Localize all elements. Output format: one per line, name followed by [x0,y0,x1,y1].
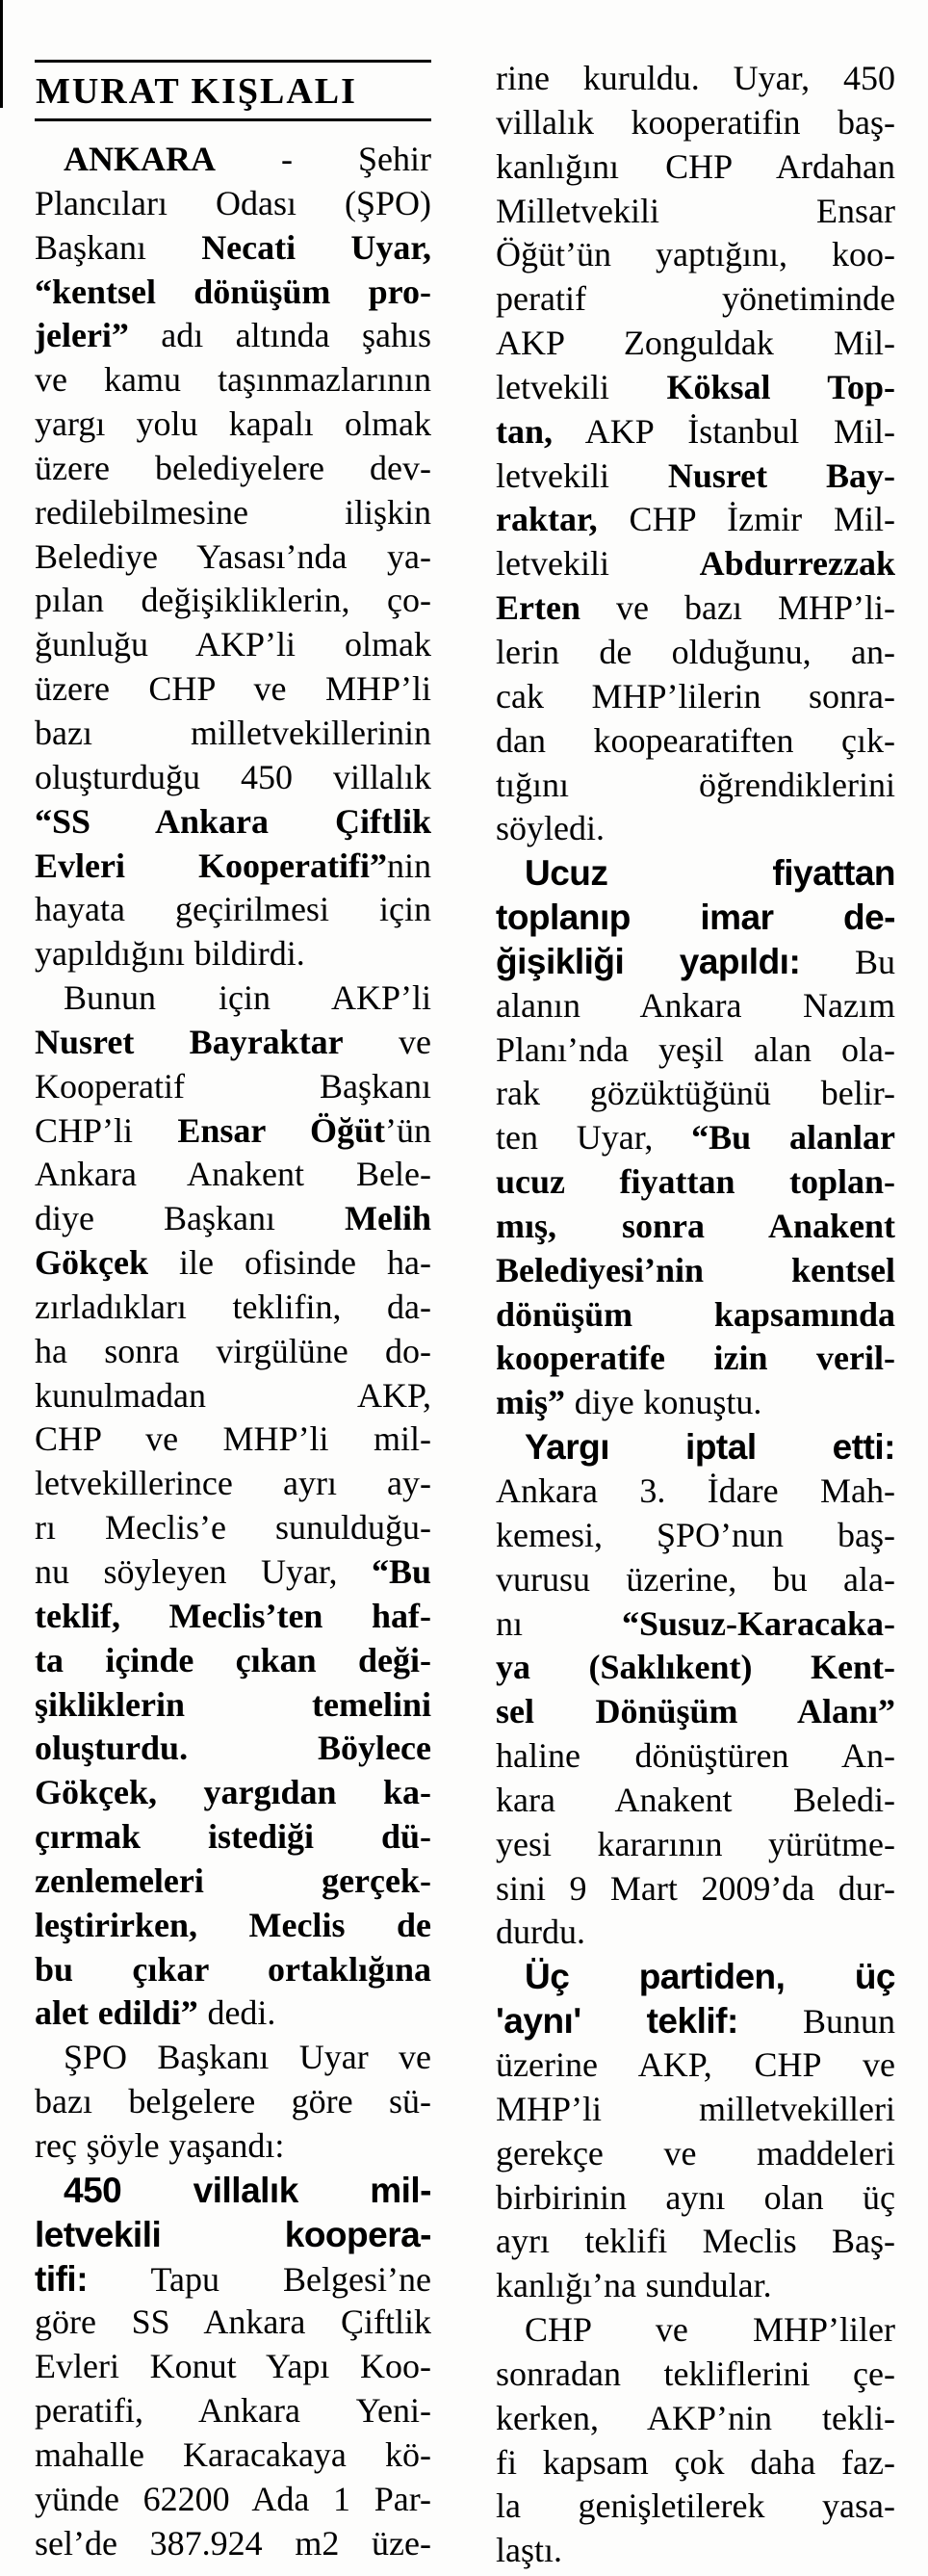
text-run: Plancıları Odası (ŞPO) [35,183,431,222]
text-run: ğunluğu AKP’li olmak [35,625,431,664]
text-line [496,1734,895,1779]
text-line [35,2080,431,2124]
text-run: jeleri” [35,316,129,355]
text-line [35,1330,431,1374]
text-line [35,667,431,712]
text-run: haline dönüştüren An- [496,1736,895,1776]
text-line [35,1021,431,1065]
subhead-line [496,940,895,984]
text-run: 'aynı' teklif: [496,2001,738,2042]
text-line [496,2353,895,2397]
text-run: AKP Zonguldak Mil- [496,324,895,363]
text-line [35,976,431,1021]
text-run: rak gözüktüğünü belir- [496,1074,895,1113]
text-run: peratifi, Ankara Yeni- [35,2391,431,2431]
text-line [35,447,431,491]
text-run: söyledi. [496,809,605,848]
text-run: Gökçek [35,1243,149,1283]
text-line [496,1514,895,1558]
text-run: miş” [496,1383,565,1422]
text-run: “SS Ankara Çiftlik [35,801,431,841]
text-line [35,932,431,976]
column-right [464,0,928,2576]
text-run: 450 villalık mil- [64,2170,431,2210]
text-run: CHP ve MHP’liler [525,2310,895,2350]
text-line [496,586,895,631]
text-run: göre SS Ankara Çiftlik [35,2303,431,2342]
text-line [35,271,431,315]
text-run: Üç partiden, üç [525,1957,895,1997]
text-run: ile ofisinde ha- [148,1243,431,1283]
text-run: kara Anakent Beledi- [496,1780,895,1819]
text-line [35,1065,431,1109]
text-line [35,756,431,800]
text-run: CHP’li [35,1110,178,1150]
text-run: leştirirken, Meclis de [35,1905,431,1944]
text-line [35,182,431,226]
text-run: redilebilmesine ilişkin [35,492,431,532]
text-line [496,2264,895,2308]
text-run: Tapu Belgesi’ne [88,2259,431,2299]
text-line [496,1337,895,1381]
text-line [35,2478,431,2522]
text-line [496,2220,895,2264]
text-run: teklif, Meclis’ten haf- [35,1596,431,1635]
text-run: Öğüt’ün yaptığını, koo- [496,235,895,274]
text-run: Erten [496,588,580,628]
text-run: üzere CHP ve MHP’li [35,669,431,709]
text-run: ğişikliği yapıldı: [496,941,801,981]
text-line [35,845,431,889]
text-run: sini 9 Mart 2009’da dur- [496,1868,895,1908]
text-run: nu söyleyen Uyar, [35,1552,372,1591]
subhead-line [496,896,895,940]
text-run: Melih [345,1199,431,1238]
text-line [496,764,895,808]
text-line [496,1249,895,1293]
text-line [496,719,895,764]
text-line [35,2036,431,2080]
text-run: raktar, [496,500,598,539]
text-line [496,2308,895,2353]
text-run: Ensar Öğüt [177,1110,386,1150]
text-line [35,1904,431,1948]
text-line [35,1948,431,1992]
text-run: pılan değişikliklerin, ço- [35,581,431,620]
text-line [35,2433,431,2478]
text-line [35,491,431,535]
text-line [35,1153,431,1197]
text-line [35,403,431,447]
text-line [35,1683,431,1728]
text-run: letvekillerince ayrı ay- [35,1464,431,1503]
text-run: ya (Saklıkent) Kent- [496,1648,895,1687]
text-run: zenlemeleri gerçek- [35,1860,431,1900]
text-run: ha sonra virgülüne do- [35,1331,431,1370]
text-line [35,1197,431,1241]
text-run: gerekçe ve maddeleri [496,2133,895,2173]
subhead-line [496,1955,895,1999]
text-run: yünde 62200 Ada 1 Par- [35,2479,431,2518]
text-run: dönüşüm kapsamında [496,1294,895,1334]
column-left-text [35,138,431,2565]
text-run: cak MHP’lilerin sonra- [496,676,895,716]
text-run: MHP’li milletvekilleri [496,2089,895,2128]
text-run: - Şehir [216,140,431,178]
text-line [496,233,895,277]
text-line [35,2522,431,2566]
text-line [496,984,895,1028]
text-run: yesi kararının yürütme- [496,1824,895,1863]
text-line [496,2441,895,2485]
text-line [496,57,895,101]
text-line [496,1116,895,1160]
text-run: letvekili [496,544,700,584]
text-line [35,1109,431,1154]
text-run: “Susuz-Karacaka- [621,1603,895,1643]
text-run: Başkanı [35,227,202,267]
text-run: rine kuruldu. Uyar, 450 [496,59,895,97]
text-line [496,542,895,586]
text-line [35,712,431,756]
text-run: alanın Ankara Nazım [496,985,895,1025]
text-run: kemesi, ŞPO’nun baş- [496,1515,895,1554]
text-line [496,2397,895,2441]
text-run: Evleri Konut Yapı Koo- [35,2347,431,2386]
text-run: ten Uyar, [496,1118,692,1158]
text-line [496,366,895,410]
text-line [35,1771,431,1815]
text-run: ayrı teklifi Meclis Baş- [496,2222,895,2261]
byline-rule-bottom [35,118,431,121]
text-line [496,1690,895,1734]
text-line [496,1867,895,1912]
text-run: adı altında şahıs [128,316,431,355]
text-line [35,1815,431,1860]
text-run: mahalle Karacakaya kö- [35,2434,431,2474]
text-run: yapıldığını bildirdi. [35,934,305,974]
text-line [496,1072,895,1116]
text-run: sonradan tekliflerini çe- [496,2354,895,2393]
subhead-line [35,2257,431,2302]
text-line [35,1727,431,1771]
text-run: fi kapsam çok daha faz- [496,2442,895,2482]
text-run: alet edildi” [35,1993,198,2033]
column-right-text [496,0,895,2573]
text-run: “Bu alanlar [691,1118,895,1158]
text-line [496,277,895,322]
text-line [496,410,895,455]
text-line [35,800,431,845]
text-run: Ucuz fiyattan [525,853,895,894]
text-run: Nusret Bayraktar [35,1022,344,1061]
text-run: laştı. [496,2531,562,2570]
text-run: kooperatife izin veril- [496,1339,895,1378]
text-line [35,1418,431,1462]
text-line [496,101,895,145]
text-run: diye Başkanı [35,1199,346,1238]
text-line [35,2124,431,2169]
text-line [35,1550,431,1595]
text-line [496,1205,895,1249]
text-run: Kooperatif Başkanı [35,1066,431,1106]
text-run: Belediye Yasası’nda ya- [35,536,431,576]
text-run: rı Meclis’e sunulduğu- [35,1508,431,1548]
text-line [496,455,895,499]
text-run: kanlığı’na sundular. [496,2266,772,2305]
text-run: AKP İstanbul Mil- [553,411,895,451]
text-run: ucuz fiyattan toplan- [496,1162,895,1202]
text-run: lerin de olduğunu, an- [496,632,895,671]
text-line [496,1602,895,1647]
text-run: villalık kooperatifin baş- [496,102,895,142]
text-line [496,190,895,234]
subhead-line [496,851,895,896]
text-run: Nusret Bay- [667,455,895,495]
text-line [496,1160,895,1205]
text-line [35,226,431,271]
text-run: tığını öğrendiklerini [496,765,895,804]
text-line [496,1646,895,1690]
text-line [35,1860,431,1904]
text-line [35,2301,431,2345]
byline-block [35,0,431,121]
text-run: ŞPO Başkanı Uyar ve [64,2038,431,2077]
text-run: üzerine AKP, CHP ve [496,2044,895,2084]
text-line [496,2043,895,2088]
text-run: reç şöyle yaşandı: [35,2125,285,2165]
text-run: letvekili koopera- [35,2214,431,2254]
text-run: bazı belgelere göre sü- [35,2082,431,2121]
text-line [35,1462,431,1506]
text-line [496,1823,895,1867]
text-line [35,1374,431,1418]
text-line [35,1991,431,2036]
text-run: sel Dönüşüm Alanı” [496,1692,895,1731]
text-line [496,807,895,851]
text-run: çırmak istediği dü- [35,1817,431,1857]
text-line [35,138,431,182]
text-line [496,2132,895,2176]
text-run: dedi. [197,1993,276,2033]
text-line [35,888,431,932]
text-run: zırladıkları teklifin, da- [35,1287,431,1326]
text-run: bu çıkar ortaklığına [35,1949,431,1989]
subhead-line [35,2169,431,2213]
text-run: kanlığını CHP Ardahan [496,146,895,186]
text-line [496,675,895,719]
text-run: ANKARA [64,140,216,178]
text-run: ve bazı MHP’li- [580,588,895,628]
text-line [496,2088,895,2132]
text-line [35,1595,431,1639]
text-line [496,2485,895,2529]
text-line [496,2176,895,2221]
text-run: Ankara 3. İdare Mah- [496,1471,895,1510]
text-line [496,1779,895,1823]
byline: MURAT KIŞLALI [36,71,357,112]
text-run: Ankara Anakent Bele- [35,1155,431,1194]
text-run: mış, sonra Anakent [496,1206,895,1245]
text-run: birbirinin aynı olan üç [496,2177,895,2217]
text-run: tan, [496,411,554,451]
text-run: Evleri Kooperatifi” [35,846,387,885]
text-line [496,1293,895,1338]
text-run: üzere belediyelere dev- [35,448,431,487]
text-run: letvekili [496,455,668,495]
text-run: Planı’nda yeşil alan ola- [496,1029,895,1069]
text-run: Gökçek, yargıdan ka- [35,1773,431,1812]
text-run: ve kamu taşınmazlarının [35,360,431,400]
text-line [35,1241,431,1286]
text-run: kunulmadan AKP, [35,1375,431,1415]
text-run: ta içinde çıkan deği- [35,1640,431,1679]
text-line [496,1470,895,1514]
text-run: Bunun için AKP’li [64,978,431,1018]
text-run: Köksal Top- [666,367,895,406]
text-line [496,145,895,190]
text-line [35,2345,431,2389]
text-line [35,314,431,358]
text-line [496,1028,895,1073]
text-run: oluşturdu. Böylece [35,1729,431,1768]
text-line [496,1911,895,1955]
text-line [35,623,431,667]
text-line [496,322,895,366]
text-line [496,2529,895,2573]
text-line [35,1286,431,1330]
text-run: letvekili [496,367,667,406]
text-line [496,631,895,675]
text-run: CHP ve MHP’li mil- [35,1419,431,1459]
text-run: “kentsel dönüşüm pro- [35,272,431,311]
text-line [35,1639,431,1683]
text-run: şikliklerin temelini [35,1684,431,1724]
text-run: Necati Uyar, [201,227,431,267]
text-run: peratif yönetiminde [496,279,895,319]
text-line [35,358,431,403]
text-run: Bunun [737,2002,895,2042]
text-run: “Bu [371,1552,431,1591]
text-run: sel’de 387.924 m2 üze- [35,2523,431,2563]
text-line [35,579,431,623]
text-run: la genişletilerek yasa- [496,2486,895,2526]
text-run: nin [386,846,431,885]
subhead-line [35,2213,431,2257]
text-run: bazı milletvekillerinin [35,713,431,752]
text-run: Abdurrezzak [699,544,895,584]
text-run: Milletvekili Ensar [496,191,895,230]
text-line [35,535,431,580]
text-run: CHP İzmir Mil- [597,500,895,539]
text-run: dan koopearatiften çık- [496,720,895,760]
subhead-line [496,1999,895,2043]
text-line [35,2389,431,2433]
subhead-line [496,1425,895,1470]
text-run: tifi: [35,2258,89,2299]
text-run: oluşturduğu 450 villalık [35,757,431,796]
text-run: nı [496,1603,622,1643]
text-run: hayata geçirilmesi için [35,890,431,929]
text-run: Belediyesi’nin kentsel [496,1250,895,1289]
text-run: toplanıp imar de- [496,898,895,938]
text-line [496,1558,895,1602]
text-run: ’ün [385,1110,431,1150]
text-run: ve [343,1022,431,1061]
text-line [496,1381,895,1425]
text-run: Bu [800,942,895,981]
text-run: Yargı iptal etti: [525,1427,895,1468]
text-run: kerken, AKP’nin tekli- [496,2398,895,2437]
text-run: yargı yolu kapalı olmak [35,404,431,444]
text-run: diye konuştu. [565,1383,762,1422]
text-run: vurusu üzerine, bu ala- [496,1559,895,1599]
text-run: durdu. [496,1912,585,1952]
text-line [496,498,895,542]
text-line [35,1506,431,1550]
